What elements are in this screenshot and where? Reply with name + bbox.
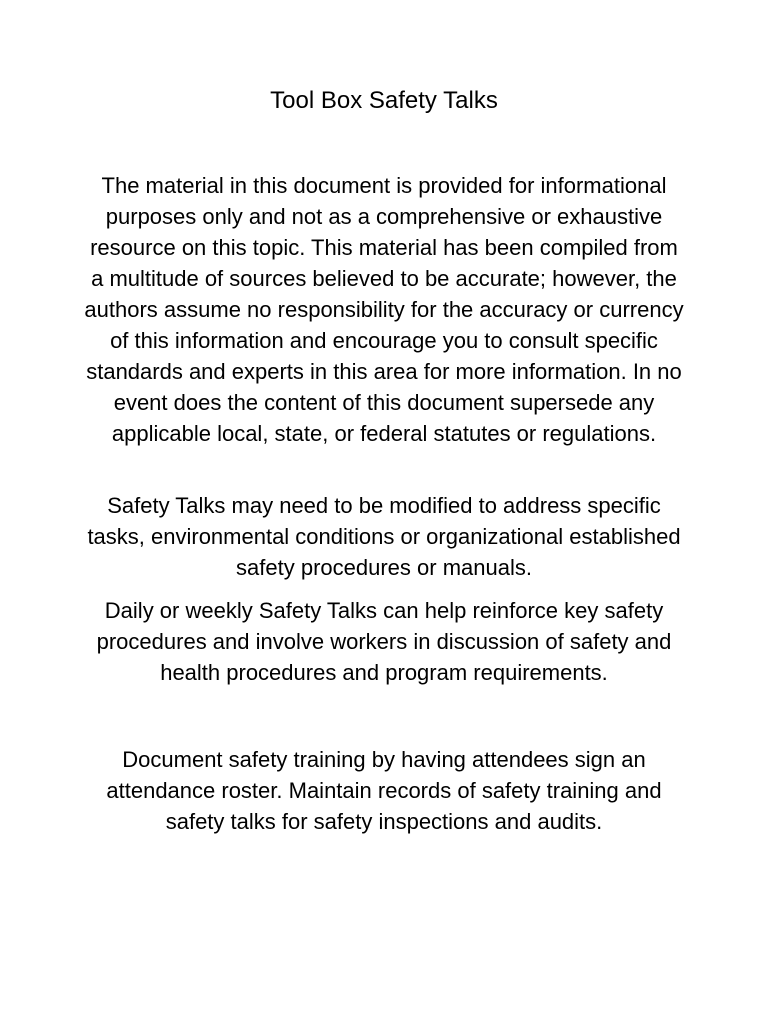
page-title: Tool Box Safety Talks [270,87,498,114]
documentation-paragraph: Document safety training by having attendees sign an attendance roster. Maintain records of safety training and safety talks for safety inspections and audits. [106,747,662,834]
disclaimer-paragraph: The material in this document is provided for informational purposes only and not as a comprehensive or exhaustive resource on this topic. This material has been compiled from a multitude of sources believed to be accurate; however, the authors assume no responsibility for the accuracy or currency of this information and encourage you to consult specific standards and experts in this area for more information. In no event does the content of this document supersede any applicable local, state, or federal statutes or regulations. [84,173,684,446]
daily-weekly-paragraph: Daily or weekly Safety Talks can help reinforce key safety procedures and involve workers in discussion of safety and health procedures and program requirements. [96,598,672,685]
modification-paragraph: Safety Talks may need to be modified to address specific tasks, environmental conditions or organizational established safety procedures or manuals. [87,493,681,580]
